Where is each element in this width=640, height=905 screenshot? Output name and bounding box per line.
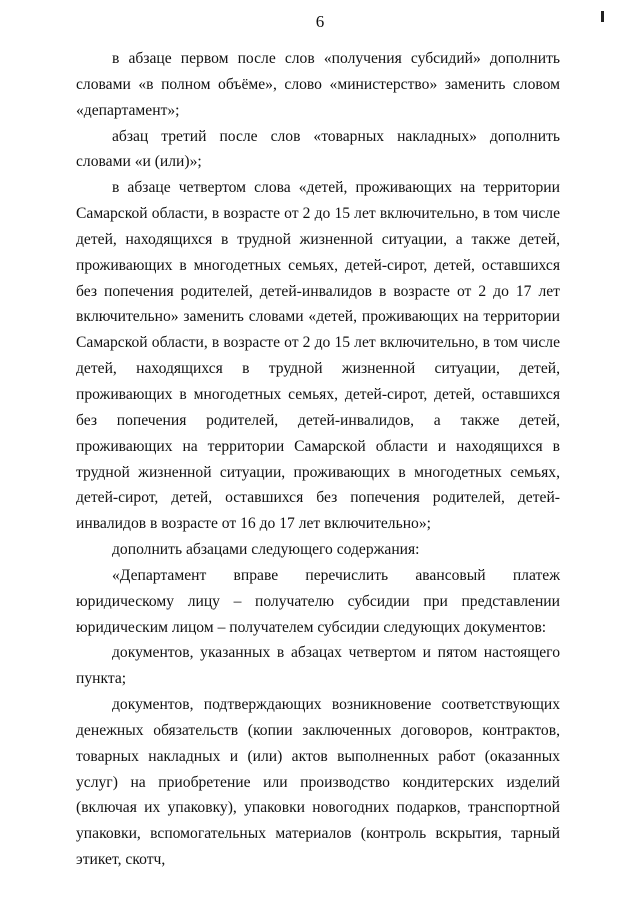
scan-artifact-mark [601, 11, 604, 22]
page-number: 6 [315, 12, 325, 31]
paragraph-6: документов, указанных в абзацах четвертом и пятом настоящего пункта; [76, 644, 560, 688]
paragraph-2: абзац третий после слов «товарных накладных» дополнить словами «и (или)»; [76, 127, 560, 171]
paragraph-5: «Департамент вправе перечислить авансовый платеж юридическому лицу – получателю субсидии при представлении юридическим лицом – получателем субсидии следующих документов: [76, 566, 560, 636]
paragraph-7: документов, подтверждающих возникновение соответствующих денежных обязательств (копии заключенных договоров, контрактов, товарных накладных и (или) актов выполненных работ (оказанных услуг) на приобретение или производство кондитерских изделий (включая их упаковку), упаковки новогодних подарков, транспортной упаковки, вспомогательных материалов (контроль вскрытия, тарный этикет, скотч, [76, 696, 560, 869]
paragraph-3: в абзаце четвертом слова «детей, проживающих на территории Самарской области, в возрасте от 2 до 15 лет включительно, в том числе детей, находящихся в трудной жизненной ситуации, а также детей, проживающих в многодетных семьях, детей-сирот, детей, оставшихся без попечения родителей, детей-инвалидов в возрасте от 2 до 17 лет включительно» заменить словами «детей, проживающих на территории Самарской области, в возрасте от 2 до 15 лет включительно, в том числе детей, находящихся в трудной жизненной ситуации, детей, проживающих в многодетных семьях, детей-сирот, детей, оставшихся без попечения родителей, детей-инвалидов, а также детей, проживающих на территории Самарской области и находящихся в трудной жизненной ситуации, проживающих в многодетных семьях, детей-сирот, детей, оставшихся без попечения родителей, детей-инвалидов в возрасте от 16 до 17 лет включительно»; [76, 179, 560, 533]
document-body [76, 46, 560, 873]
paragraph-4: дополнить абзацами следующего содержания: [112, 541, 420, 559]
paragraph-1: в абзаце первом после слов «получения субсидий» дополнить словами «в полном объёме», слово «министерство» заменить словом «департамент»; [76, 50, 560, 119]
